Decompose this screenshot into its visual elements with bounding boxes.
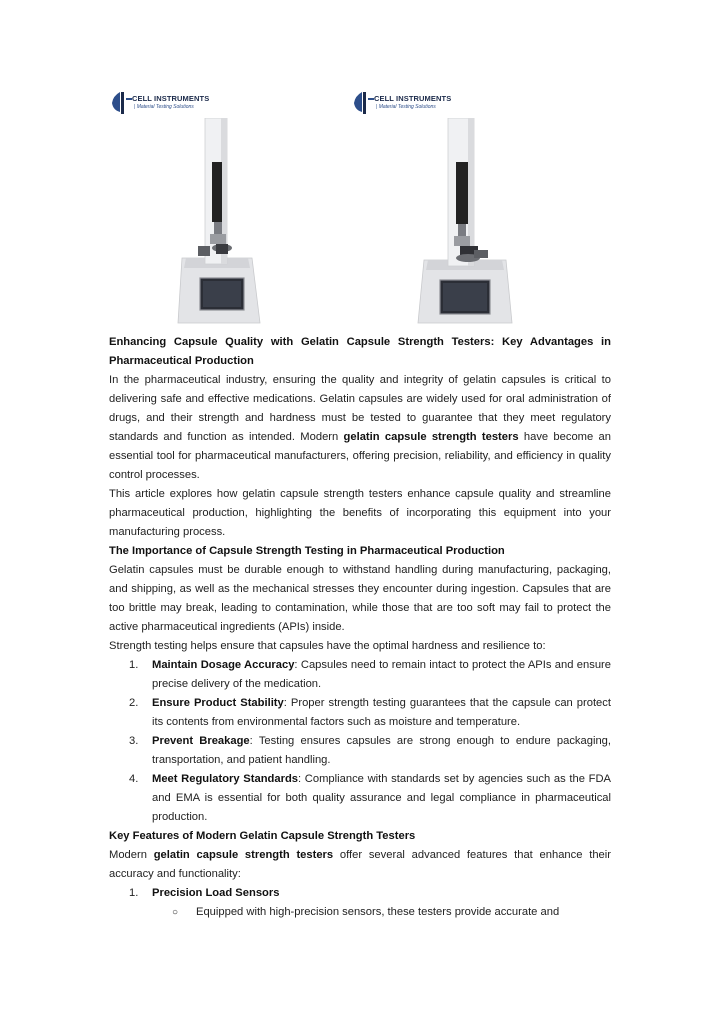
sub-list xyxy=(109,903,611,922)
capsule-strength-tester-photo xyxy=(410,118,520,328)
list-number: 1. xyxy=(129,659,139,671)
list-item xyxy=(109,770,611,827)
section-heading: The Importance of Capsule Strength Testing in Pharmaceutical Production xyxy=(109,545,505,557)
explore-paragraph: This article explores how gelatin capsule strength testers enhance capsule quality and streamline pharmaceutical production, highlighting the benefits of incorporating this equipment into your manufacturing process. xyxy=(109,488,611,538)
list-item-text: : Proper strength testing guarantees that the capsule can protect its contents from environmental factors such as moisture and temperature. xyxy=(152,697,611,728)
list-item xyxy=(109,884,611,903)
brand-logo xyxy=(352,88,482,118)
list-item-text: : Capsules need to remain intact to protect the APIs and ensure precise delivery of the medication. xyxy=(152,659,611,690)
list-item-label: Precision Load Sensors xyxy=(152,887,280,899)
section-paragraph xyxy=(109,846,611,884)
cell-instruments-logo-icon xyxy=(352,90,374,116)
list-number: 2. xyxy=(129,697,139,709)
intro-text-end: have become an essential tool for pharmaceutical manufacturers, offering precision, reliability, and efficiency in quality control processes. xyxy=(109,431,611,481)
keyword-link: gelatin capsule strength testers xyxy=(153,849,334,861)
brand-tagline: | Material Testing Solutions xyxy=(134,104,194,110)
para-text-end: offer several advanced features that enhance their accuracy and functionality: xyxy=(109,849,611,880)
list-item xyxy=(109,732,611,770)
list-number: 3. xyxy=(129,735,139,747)
list-item-label: Ensure Product Stability xyxy=(152,697,284,709)
section-paragraph: Gelatin capsules must be durable enough to withstand handling during manufacturing, packaging, and shipping, as well as the mechanical stresses they encounter during ingestion. Capsules that are too brittle may break, leading to contamination, while those that are too soft may fail to protect the active pharmaceutical ingredients (APIs) inside. xyxy=(109,564,611,633)
list-number: 4. xyxy=(129,773,139,785)
features-list xyxy=(109,884,611,903)
sub-list-item xyxy=(109,903,611,922)
capsule-strength-tester-photo xyxy=(160,118,270,328)
brand-tagline: | Material Testing Solutions xyxy=(376,104,436,110)
list-number: 1. xyxy=(129,887,139,899)
brand-name: CELL INSTRUMENTS xyxy=(132,94,210,103)
brand-logo xyxy=(110,88,240,118)
list-item-label: Maintain Dosage Accuracy xyxy=(152,659,295,671)
list-item-text: : Compliance with standards set by agencies such as the FDA and EMA is essential for both quality assurance and legal compliance in pharmaceutical production. xyxy=(152,773,611,823)
article-title: Enhancing Capsule Quality with Gelatin Capsule Strength Testers: Key Advantages in Pharmaceutical Production xyxy=(109,336,611,367)
cell-instruments-logo-icon xyxy=(110,90,132,116)
list-item-label: Prevent Breakage xyxy=(152,735,250,747)
product-figure-left xyxy=(110,88,250,328)
sub-list-text: Equipped with high-precision sensors, these testers provide accurate and xyxy=(196,906,560,918)
keyword-link: gelatin capsule strength testers xyxy=(343,431,519,443)
para-text: Modern xyxy=(109,849,154,861)
intro-text: In the pharmaceutical industry, ensuring the quality and integrity of gelatin capsules is critical to delivering safe and effective medications. Gelatin capsules are widely used for oral administration of drugs, and their strength and hardness must be tested to guarantee that they meet regulatory standards and function as intended. Modern xyxy=(109,374,611,443)
product-figure-right xyxy=(352,88,492,328)
list-item xyxy=(109,694,611,732)
list-lead: Strength testing helps ensure that capsules have the optimal hardness and resilience to: xyxy=(109,640,546,652)
list-item-label: Meet Regulatory Standards xyxy=(152,773,299,785)
intro-paragraph xyxy=(109,371,611,485)
circle-bullet-icon: ○ xyxy=(172,907,179,918)
section-heading: Key Features of Modern Gelatin Capsule Strength Testers xyxy=(109,830,416,842)
article-body xyxy=(109,333,611,922)
list-item-text: : Testing ensures capsules are strong enough to endure packaging, transportation, and patient handling. xyxy=(152,735,612,766)
brand-name: CELL INSTRUMENTS xyxy=(374,94,452,103)
list-item xyxy=(109,656,611,694)
benefits-list xyxy=(109,656,611,827)
